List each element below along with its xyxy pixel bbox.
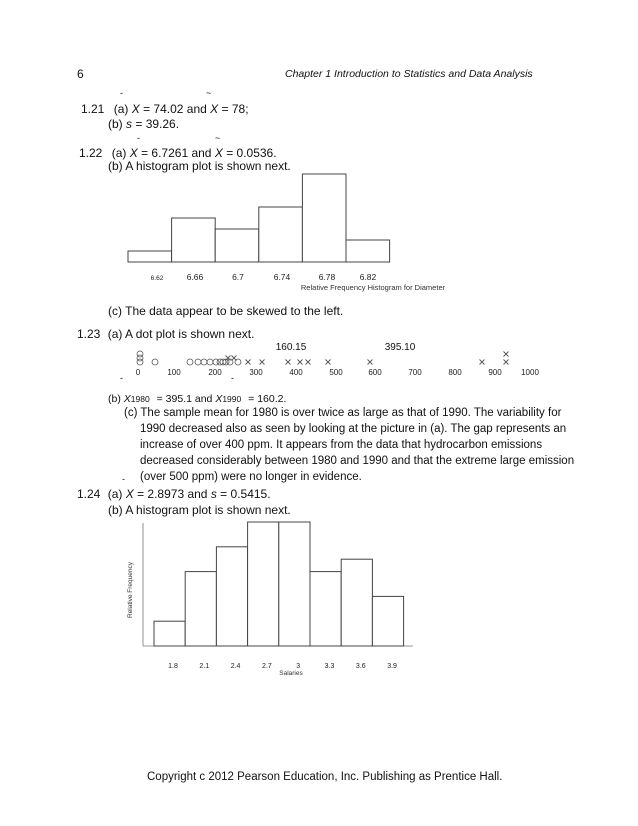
dot-1990 [187, 359, 193, 365]
axis-tick-label: 600 [368, 368, 382, 377]
part-a-text: (a) A dot plot is shown next. [107, 327, 255, 341]
axis-tick-label: 300 [249, 368, 263, 377]
para-line: increase of over 400 ppm. It appears from the data that hydrocarbon emissions [140, 439, 543, 451]
dot-1990 [201, 359, 207, 365]
histogram-bar [172, 218, 216, 262]
tick-label: 6.66 [186, 272, 204, 282]
page-number: 6 [77, 67, 84, 81]
dot-1980 [480, 360, 485, 365]
xtilde-symbol: X [210, 102, 219, 116]
para-line: decreased considerably between 1980 and 1990 and that the extreme large emission [140, 455, 575, 467]
xtilde-symbol: X [214, 146, 223, 160]
histogram-x-label: Relative Frequency Histogram for Diameter [300, 283, 446, 292]
chapter-title: Chapter 1 Introduction to Statistics and Data Analysis [285, 68, 533, 80]
problem-1-23-c [124, 405, 575, 485]
problem-1-21-b [108, 117, 179, 131]
tick-label: 6.62 [150, 275, 164, 282]
axis-tick-label: 900 [488, 368, 502, 377]
histogram-bar [372, 596, 403, 646]
dot-1980 [246, 360, 251, 365]
dot-1980 [326, 360, 331, 365]
axis-tick-label: 1000 [521, 368, 539, 377]
s-symbol: s [210, 487, 217, 501]
histogram-bar [279, 522, 310, 646]
bar-mark: - [231, 373, 234, 383]
problem-1-23-b [108, 393, 286, 405]
axis-tick-label: 800 [448, 368, 462, 377]
histogram-bar [215, 229, 259, 262]
problem-number: 1.22 [79, 146, 103, 160]
dot-1980 [504, 352, 509, 357]
x-symbol: X [215, 393, 223, 405]
axis-tick-label: 0 [135, 368, 141, 377]
tick-label: 3.6 [355, 663, 366, 670]
para-line: (over 500 ppm) were no longer in evidence. [140, 471, 362, 483]
histogram-bar [310, 572, 341, 646]
tilde-mark-xtilde: ~ [206, 88, 212, 98]
histogram-x-label: Salaries [279, 670, 303, 677]
histogram-bar [259, 207, 303, 262]
std-value: = 0.5415. [220, 487, 271, 501]
problem-number: 1.24 [77, 487, 101, 501]
xbar-symbol: X [129, 146, 138, 160]
dot-1980 [306, 360, 311, 365]
xbar-symbol: X [131, 102, 140, 116]
dot-1980 [368, 360, 373, 365]
axis-tick-label: 100 [167, 368, 181, 377]
tick-label: 3 [296, 663, 301, 670]
histogram-bar [185, 572, 216, 646]
axis-tick-label: 200 [208, 368, 222, 377]
axis-tick-label: 500 [329, 368, 343, 377]
dot-1980 [260, 360, 265, 365]
dot-1980 [286, 360, 291, 365]
tick-label: 6.7 [232, 272, 244, 282]
histogram-bar [216, 547, 247, 646]
part-a-label: (a) [113, 102, 129, 116]
mean-1990-label: 395.10 [384, 342, 416, 353]
part-a-label: (a) [107, 487, 123, 501]
bar-mark-xbar: - [120, 88, 123, 98]
problem-1-22-c: (c) The data appear to be skewed to the left. [108, 304, 344, 318]
tick-label: 2.7 [262, 663, 272, 670]
median-value: = 78; [221, 102, 249, 116]
bar-mark-xbar: - [137, 133, 140, 143]
part-a-label: (a) [111, 146, 127, 160]
problem-number: 1.21 [81, 102, 105, 116]
tick-label: 1.8 [168, 663, 178, 670]
tick-label: 6.78 [318, 272, 336, 282]
tick-label: 2.4 [230, 663, 241, 670]
dot-plot [110, 338, 550, 388]
x-symbol: X [123, 393, 131, 405]
copyright-footer: Copyright c 2012 Pearson Education, Inc. Publishing as Prentice Hall. [147, 771, 503, 783]
dot-1990 [195, 359, 201, 365]
axis-tick-label: 700 [408, 368, 422, 377]
problem-1-22 [79, 146, 277, 160]
part-b-label: (b) [108, 117, 123, 131]
histogram-salaries [110, 515, 440, 685]
subscript-1990: 1990 [222, 394, 242, 404]
histogram-bar [302, 174, 346, 262]
dot-1990 [137, 359, 143, 365]
s-symbol: s [126, 117, 133, 131]
histogram-bar [341, 559, 372, 646]
histogram-bar [128, 251, 172, 262]
para-line: (c) The sample mean for 1980 is over twice as large as that of 1990. The variability for [124, 407, 562, 419]
bar-mark-xbar: - [122, 474, 125, 484]
tick-label: 3.3 [324, 663, 335, 670]
tilde-mark-xtilde: ~ [215, 133, 221, 143]
problem-1-24-b: (b) A histogram plot is shown next. [108, 503, 291, 517]
dot-1990 [207, 359, 213, 365]
dot-1990 [152, 359, 158, 365]
xbar-symbol: X [125, 487, 134, 501]
tick-label: 6.82 [359, 272, 377, 282]
tick-label: 6.74 [273, 272, 291, 282]
dot-1980 [504, 360, 509, 365]
mean-value: = 74.02 and [143, 102, 207, 116]
mean-value: = 6.7261 and [141, 146, 212, 160]
median-value: = 0.0536. [226, 146, 277, 160]
tick-label: 3.9 [387, 663, 397, 670]
mean-1980-label: 160.15 [275, 342, 307, 353]
dot-1980 [298, 360, 303, 365]
subscript-1980: 1980 [130, 394, 150, 404]
dot-1980 [232, 356, 237, 361]
axis-tick-label: 400 [289, 368, 303, 377]
mean-1990: = 160.2. [248, 393, 287, 405]
problem-1-24 [77, 487, 271, 501]
histogram-bar [346, 240, 390, 262]
mean-1980: = 395.1 and [156, 393, 213, 405]
histogram-bar [248, 522, 279, 646]
histogram-y-label: Relative Frequency [127, 562, 134, 618]
mean-value: = 2.8973 and [137, 487, 208, 501]
bar-mark: - [120, 373, 123, 383]
problem-number: 1.23 [77, 327, 101, 341]
std-value: = 39.26. [135, 117, 180, 131]
histogram-bar [154, 621, 185, 646]
problem-1-22-b: (b) A histogram plot is shown next. [108, 159, 291, 173]
problem-1-21 [81, 102, 249, 116]
tick-label: 2.1 [199, 663, 210, 670]
para-line: 1990 decreased also as seen by looking at the picture in (a). The gap represents an [140, 423, 567, 435]
part-b-label: (b) [108, 393, 121, 405]
histogram-diameter [110, 160, 510, 300]
